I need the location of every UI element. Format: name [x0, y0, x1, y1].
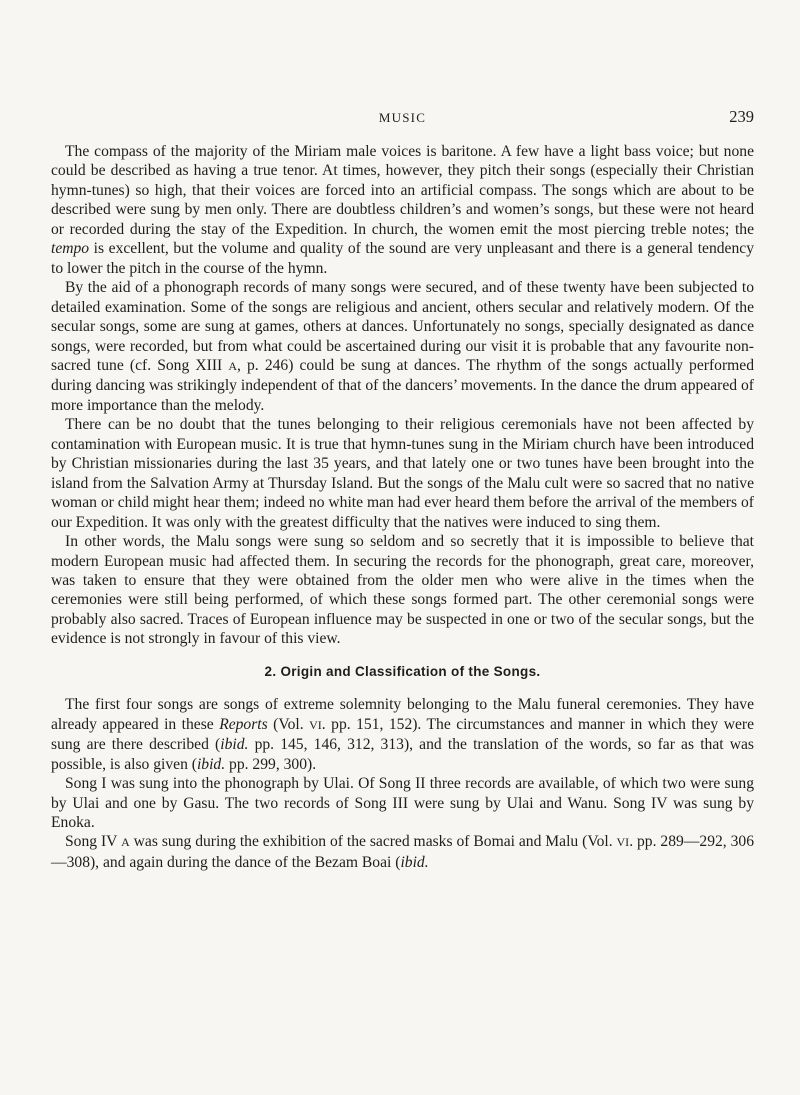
paragraph: By the aid of a phonograph records of many songs were secured, and of these twenty have been subjected to detailed examination. Some of the songs are religious and ancient, others secular and relatively modern. Of the secular songs, some are sung at games, others at dances. Unfortunately no songs, specially designated as dance songs, were recorded, but from what could be ascertained during our visit it is probable that any favourite non-sacred tune (cf. Song XIII A, p. 246) could be sung at dances. The rhythm of the songs actually performed during dancing was strikingly independent of that of the dancers’ movements. In the dance the drum appeared of more importance than the melody. — [51, 279, 754, 414]
paragraph: The compass of the majority of the Miriam male voices is baritone. A few have a light bass voice; but none could be described as having a true tenor. At times, however, they pitch their songs (especially their Christian hymn-tunes) so high, that their voices are forced into an artificial compass. The songs which are about to be described were sung by men only. There are doubtless children’s and women’s songs, but these were not heard or recorded during the stay of the Expedition. In church, the women emit the most piercing treble notes; the tempo is excellent, but the volume and quality of the sound are very unpleasant and there is a general tendency to lower the pitch in the course of the hymn. — [51, 143, 754, 277]
paragraph: The first four songs are songs of extreme solemnity belonging to the Malu funeral ceremonies. They have already appeared in these Reports (Vol. VI. pp. 151, 152). The circumstances and manner in which they were sung are there described (ibid. pp. 145, 146, 312, 313), and the translation of the words, so far as that was possible, is also given (ibid. pp. 299, 300). — [51, 696, 754, 773]
paragraph: Song IV A was sung during the exhibition of the sacred masks of Bomai and Malu (Vol. VI. pp. 289—292, 306—308), and again during the dance of the Bezam Boai (ibid. — [51, 833, 754, 871]
paragraph: In other words, the Malu songs were sung so seldom and so secretly that it is impossible to believe that modern European music had affected them. In securing the records for the phonograph, great care, moreover, was taken to ensure that they were obtained from the older men who were alive in the times when the ceremonies were still being performed, of which these songs formed part. The other ceremonial songs were probably also sacred. Traces of European influence may be suspected in one or two of the secular songs, but the evidence is not strongly in favour of this view. — [51, 533, 754, 648]
body-text — [51, 142, 754, 872]
page-number: 239 — [729, 107, 754, 126]
running-title: MUSIC — [378, 110, 427, 125]
section-heading: 2. Origin and Classification of the Songs. — [264, 663, 541, 679]
running-head — [51, 107, 754, 134]
paragraph: Song I was sung into the phonograph by Ulai. Of Song II three records are available, of which two were sung by Ulai and one by Gasu. The two records of Song III were sung by Ulai and Wanu. Song IV was sung by Enoka. — [51, 775, 754, 831]
book-page — [51, 107, 754, 872]
paragraph: There can be no doubt that the tunes belonging to their religious ceremonials have not been affected by contamination with European music. It is true that hymn-tunes sung in the Miriam church have been introduced by Christian missionaries during the last 35 years, and that lately one or two tunes have been brought into the island from the Salvation Army at Thursday Island. But the songs of the Malu cult were so sacred that no native woman or child might hear them; indeed no white man had ever heard them before the arrival of the members of our Expedition. It was only with the greatest difficulty that the natives were induced to sing them. — [51, 416, 754, 531]
